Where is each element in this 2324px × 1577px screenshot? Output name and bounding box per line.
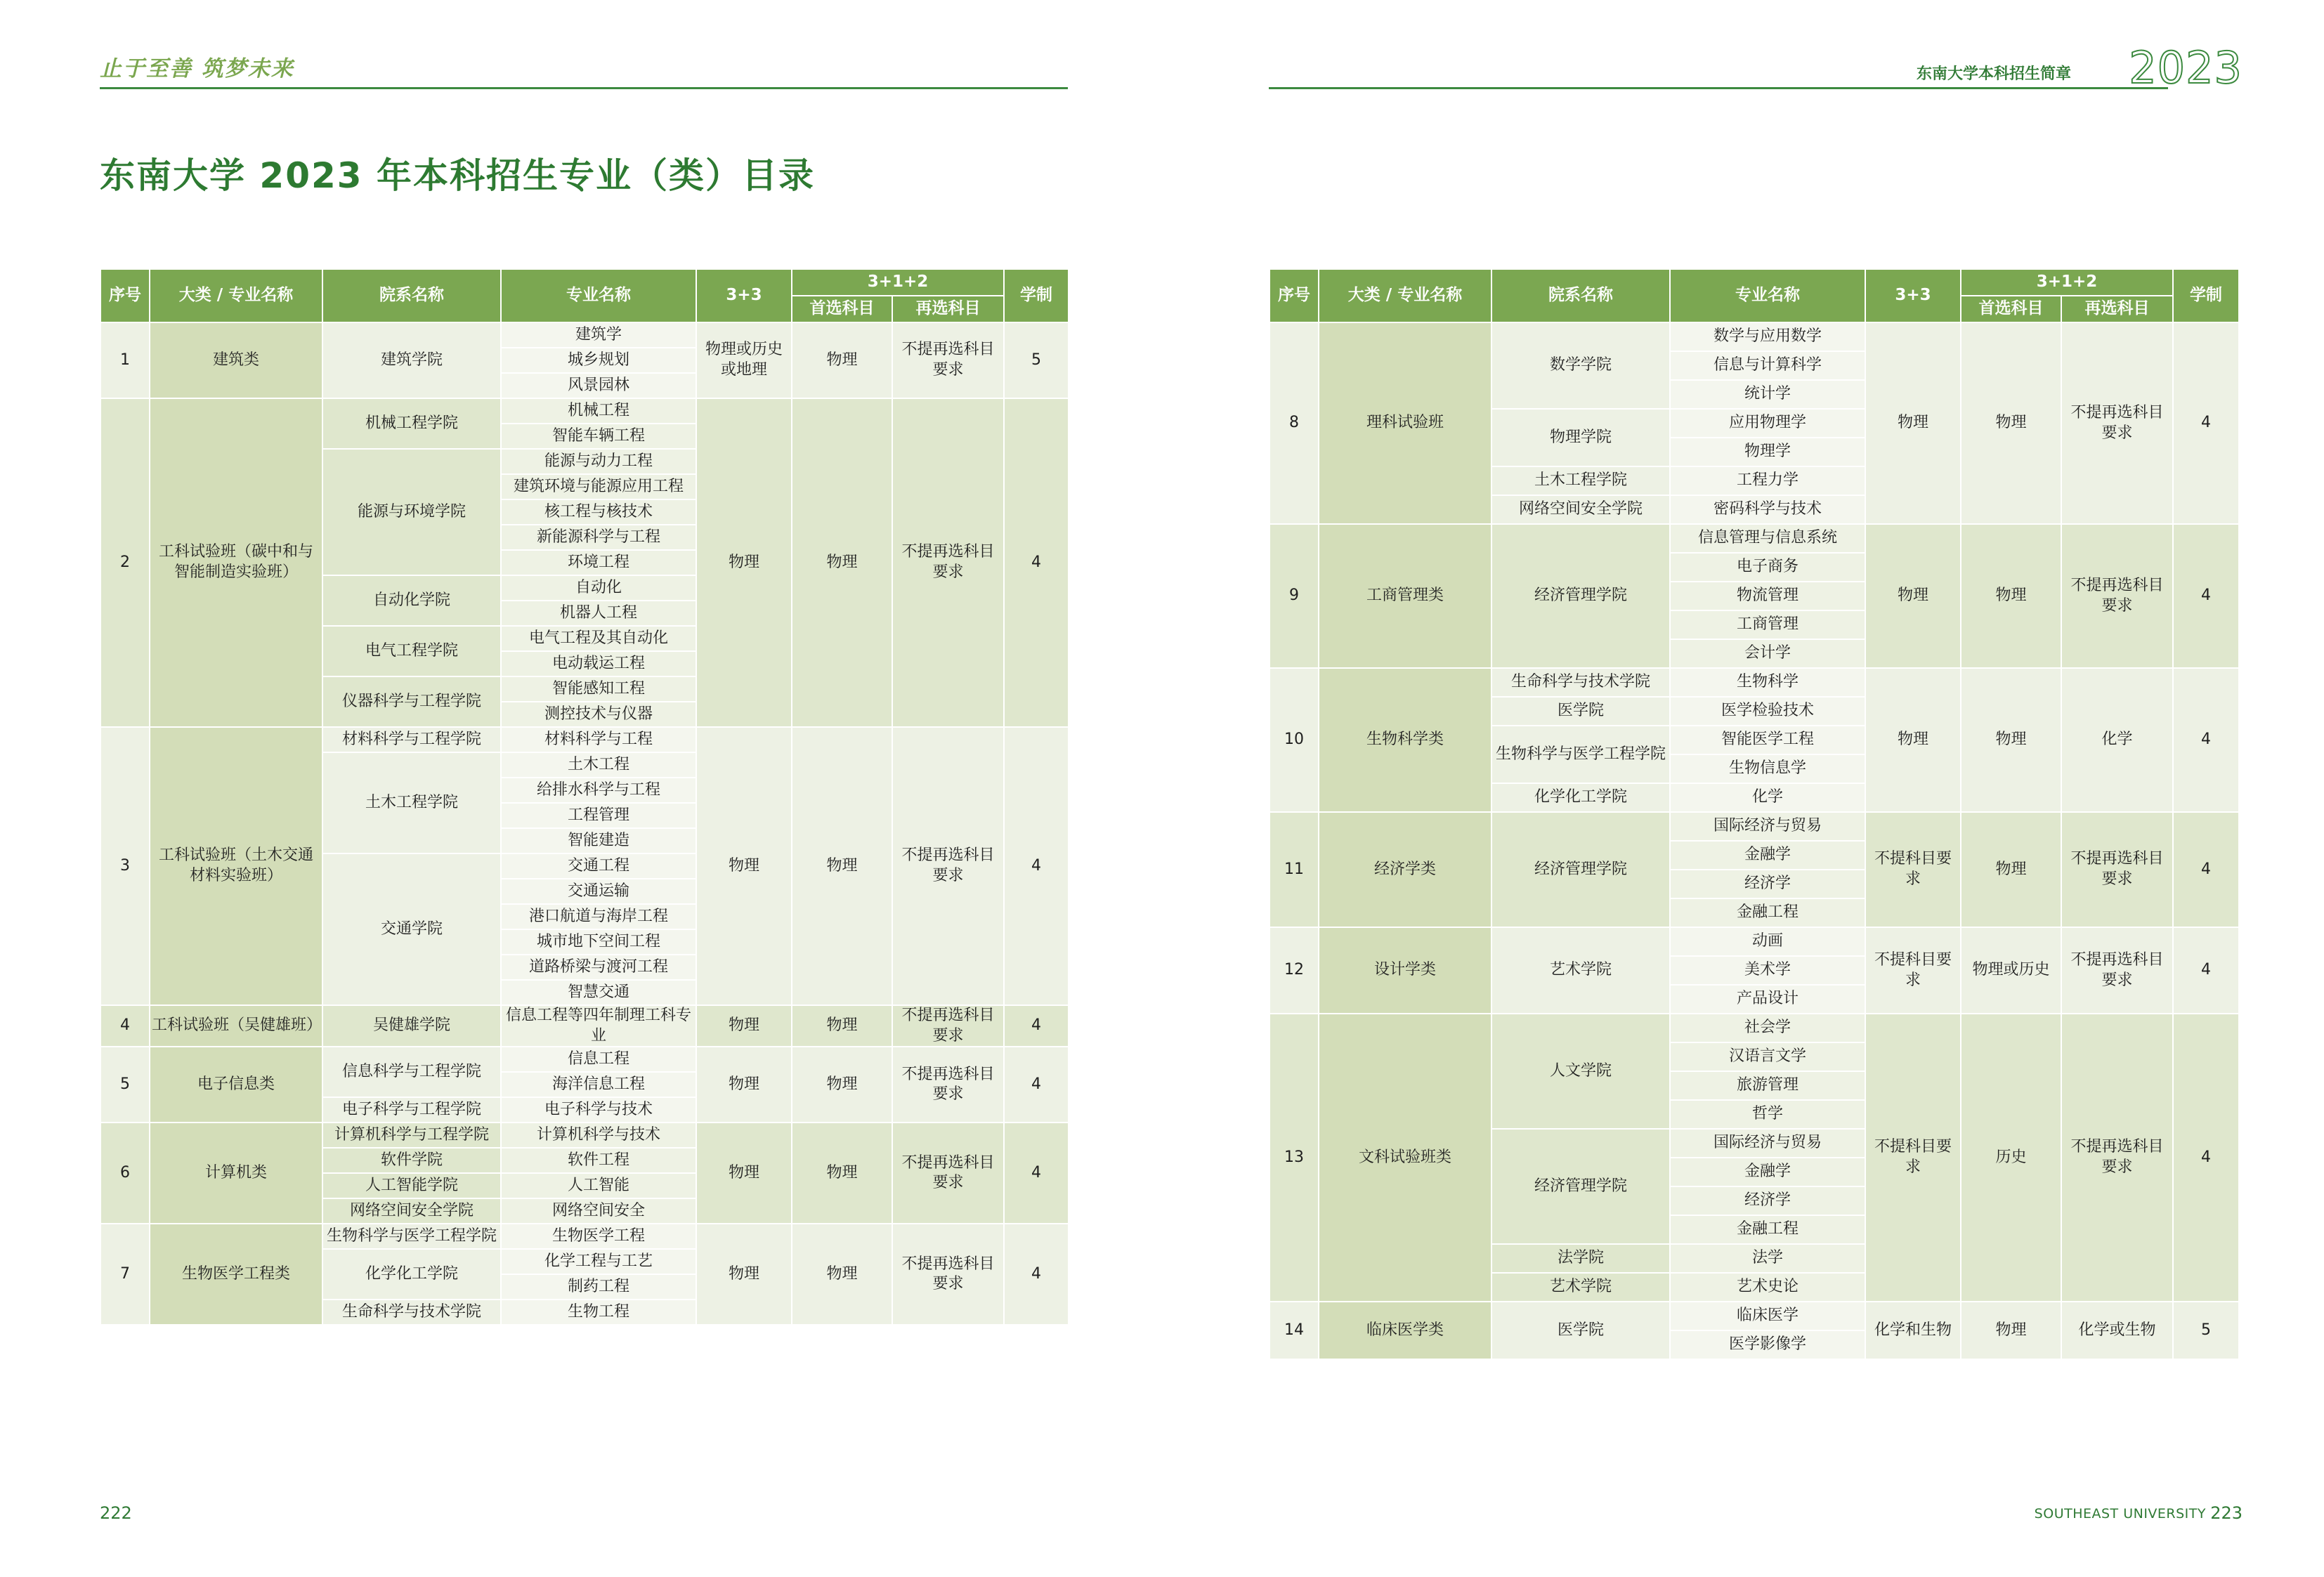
college-cell: 机械工程学院 (322, 398, 501, 449)
category-cell: 工科试验班（碳中和与智能制造实验班） (150, 398, 322, 727)
table-row (1269, 1302, 2239, 1330)
major-cell: 能源与动力工程 (501, 449, 696, 474)
college-cell: 自动化学院 (322, 575, 501, 626)
subject-3plus3-cell: 物理 (696, 1005, 792, 1047)
college-cell: 经济管理学院 (1491, 812, 1670, 927)
major-cell: 电气工程及其自动化 (501, 626, 696, 651)
major-cell: 计算机科学与技术 (501, 1123, 696, 1148)
subject-3plus3-cell: 不提科目要求 (1865, 812, 1961, 927)
major-cell: 机械工程 (501, 398, 696, 424)
motto: 止于至善 筑梦未来 (100, 56, 294, 81)
second-subject-cell: 不提再选科目要求 (892, 1224, 1004, 1325)
header-seq: 序号 (100, 269, 150, 322)
college-cell: 艺术学院 (1491, 927, 1670, 1014)
header-plan312: 3+1+2 (792, 269, 1004, 296)
header-years: 学制 (1004, 269, 1069, 322)
table-row (100, 322, 1069, 348)
program-group (1269, 524, 2239, 668)
second-subject-cell: 不提再选科目要求 (2061, 1014, 2173, 1302)
program-group (1269, 1302, 2239, 1359)
program-group (100, 727, 1069, 1005)
category-cell: 生物医学工程类 (150, 1224, 322, 1325)
table-row (100, 1123, 1069, 1148)
major-cell: 汉语言文学 (1670, 1042, 1865, 1071)
years-cell: 4 (1004, 727, 1069, 1005)
subject-3plus3-cell: 物理或历史或地理 (696, 322, 792, 398)
category-cell: 工科试验班（吴健雄班） (150, 1005, 322, 1047)
header-college: 院系名称 (1491, 269, 1670, 322)
second-subject-cell: 不提再选科目要求 (2061, 812, 2173, 927)
major-cell: 智能建造 (501, 828, 696, 853)
college-cell: 艺术学院 (1491, 1273, 1670, 1302)
major-cell: 道路桥梁与渡河工程 (501, 955, 696, 980)
college-cell: 电气工程学院 (322, 626, 501, 676)
major-cell: 智能医学工程 (1670, 726, 1865, 754)
second-subject-cell: 不提再选科目要求 (2061, 322, 2173, 524)
first-subject-cell: 物理 (792, 1224, 892, 1325)
table-row (1269, 668, 2239, 697)
second-subject-cell: 不提再选科目要求 (2061, 927, 2173, 1014)
header-rule-left (100, 87, 1068, 89)
major-cell: 产品设计 (1670, 985, 1865, 1014)
college-cell: 仪器科学与工程学院 (322, 676, 501, 727)
second-subject-cell: 不提再选科目要求 (892, 1047, 1004, 1123)
second-subject-cell: 化学或生物 (2061, 1302, 2173, 1359)
second-subject-cell: 不提再选科目要求 (892, 322, 1004, 398)
college-cell: 物理学院 (1491, 409, 1670, 466)
program-group (1269, 322, 2239, 524)
major-cell: 电子科学与技术 (501, 1097, 696, 1123)
major-cell: 医学检验技术 (1670, 697, 1865, 726)
major-cell: 应用物理学 (1670, 409, 1865, 438)
subject-3plus3-cell: 物理 (1865, 668, 1961, 812)
college-cell: 软件学院 (322, 1148, 501, 1173)
major-cell: 交通运输 (501, 879, 696, 904)
first-subject-cell: 物理 (792, 398, 892, 727)
first-subject-cell: 物理 (1961, 668, 2061, 812)
major-cell: 网络空间安全 (501, 1198, 696, 1224)
college-cell: 交通学院 (322, 853, 501, 1005)
seq-cell: 14 (1269, 1302, 1319, 1359)
major-cell: 机器人工程 (501, 601, 696, 626)
catalog-table-right (1269, 268, 2240, 1360)
table-row (100, 1047, 1069, 1072)
major-cell: 电子商务 (1670, 553, 1865, 582)
college-cell: 材料科学与工程学院 (322, 727, 501, 752)
years-cell: 4 (1004, 1047, 1069, 1123)
major-cell: 会计学 (1670, 639, 1865, 668)
seq-cell: 12 (1269, 927, 1319, 1014)
first-subject-cell: 物理 (792, 322, 892, 398)
header-college: 院系名称 (322, 269, 501, 322)
years-cell: 5 (2173, 1302, 2239, 1359)
college-cell: 化学化工学院 (1491, 783, 1670, 812)
seq-cell: 4 (100, 1005, 150, 1047)
first-subject-cell: 物理 (1961, 812, 2061, 927)
year-label: 2023 (2129, 42, 2243, 93)
major-cell: 医学影像学 (1670, 1330, 1865, 1359)
category-cell: 临床医学类 (1319, 1302, 1491, 1359)
second-subject-cell: 化学 (2061, 668, 2173, 812)
subject-3plus3-cell: 物理 (696, 727, 792, 1005)
years-cell: 4 (2173, 322, 2239, 524)
major-cell: 电动载运工程 (501, 651, 696, 676)
program-group (1269, 1014, 2239, 1302)
program-group (1269, 668, 2239, 812)
first-subject-cell: 物理 (1961, 524, 2061, 668)
major-cell: 金融工程 (1670, 1215, 1865, 1244)
years-cell: 4 (2173, 812, 2239, 927)
table-row (1269, 322, 2239, 351)
page-title: 东南大学 2023 年本科招生专业（类）目录 (100, 155, 815, 196)
table-row (1269, 1014, 2239, 1042)
years-cell: 4 (2173, 524, 2239, 668)
brochure-title: 东南大学本科招生简章 (1916, 65, 2071, 83)
major-cell: 国际经济与贸易 (1670, 812, 1865, 841)
years-cell: 4 (2173, 668, 2239, 812)
page-number-left: 222 (100, 1503, 132, 1523)
header-category: 大类 / 专业名称 (1319, 269, 1491, 322)
program-group (1269, 812, 2239, 927)
major-cell: 动画 (1670, 927, 1865, 956)
college-cell: 网络空间安全学院 (1491, 495, 1670, 524)
seq-cell: 5 (100, 1047, 150, 1123)
table-row (1269, 524, 2239, 553)
college-cell: 生物科学与医学工程学院 (1491, 726, 1670, 783)
college-cell: 人文学院 (1491, 1014, 1670, 1129)
first-subject-cell: 物理 (792, 727, 892, 1005)
college-cell: 生命科学与技术学院 (1491, 668, 1670, 697)
major-cell: 新能源科学与工程 (501, 525, 696, 550)
major-cell: 经济学 (1670, 1186, 1865, 1215)
header-seq: 序号 (1269, 269, 1319, 322)
years-cell: 4 (2173, 927, 2239, 1014)
college-cell: 人工智能学院 (322, 1173, 501, 1198)
header-major: 专业名称 (501, 269, 696, 322)
category-cell: 建筑类 (150, 322, 322, 398)
major-cell: 环境工程 (501, 550, 696, 575)
major-cell: 测控技术与仪器 (501, 702, 696, 727)
years-cell: 4 (1004, 398, 1069, 727)
college-cell: 生命科学与技术学院 (322, 1300, 501, 1325)
major-cell: 临床医学 (1670, 1302, 1865, 1330)
seq-cell: 1 (100, 322, 150, 398)
major-cell: 哲学 (1670, 1100, 1865, 1129)
major-cell: 工商管理 (1670, 610, 1865, 639)
major-cell: 软件工程 (501, 1148, 696, 1173)
college-cell: 医学院 (1491, 1302, 1670, 1359)
college-cell: 生物科学与医学工程学院 (322, 1224, 501, 1249)
college-cell: 法学院 (1491, 1244, 1670, 1273)
first-subject-cell: 物理或历史 (1961, 927, 2061, 1014)
college-cell: 电子科学与工程学院 (322, 1097, 501, 1123)
first-subject-cell: 物理 (1961, 322, 2061, 524)
major-cell: 法学 (1670, 1244, 1865, 1273)
table-row (1269, 812, 2239, 841)
major-cell: 风景园林 (501, 373, 696, 398)
first-subject-cell: 物理 (792, 1005, 892, 1047)
program-group (1269, 927, 2239, 1014)
college-cell: 信息科学与工程学院 (322, 1047, 501, 1097)
major-cell: 材料科学与工程 (501, 727, 696, 752)
college-cell: 经济管理学院 (1491, 524, 1670, 668)
header-plan312: 3+1+2 (1961, 269, 2173, 296)
program-group (100, 1005, 1069, 1047)
first-subject-cell: 物理 (792, 1123, 892, 1224)
college-cell: 数学学院 (1491, 322, 1670, 409)
subject-3plus3-cell: 不提科目要求 (1865, 927, 1961, 1014)
table-row (1269, 927, 2239, 956)
years-cell: 5 (1004, 322, 1069, 398)
header-second-subject: 再选科目 (892, 296, 1004, 322)
major-cell: 给排水科学与工程 (501, 778, 696, 803)
major-cell: 交通工程 (501, 853, 696, 879)
category-cell: 电子信息类 (150, 1047, 322, 1123)
major-cell: 工程力学 (1670, 466, 1865, 495)
header-plan33: 3+3 (1865, 269, 1961, 322)
college-cell: 化学化工学院 (322, 1249, 501, 1300)
major-cell: 信息工程 (501, 1047, 696, 1072)
years-cell: 4 (1004, 1123, 1069, 1224)
major-cell: 土木工程 (501, 752, 696, 778)
second-subject-cell: 不提再选科目要求 (892, 727, 1004, 1005)
major-cell: 物流管理 (1670, 582, 1865, 610)
table-row (100, 727, 1069, 752)
program-group (100, 1047, 1069, 1123)
major-cell: 金融学 (1670, 841, 1865, 870)
category-cell: 工商管理类 (1319, 524, 1491, 668)
seq-cell: 9 (1269, 524, 1319, 668)
subject-3plus3-cell: 物理 (1865, 524, 1961, 668)
header-first-subject: 首选科目 (792, 296, 892, 322)
major-cell: 化学工程与工艺 (501, 1249, 696, 1274)
college-cell: 计算机科学与工程学院 (322, 1123, 501, 1148)
major-cell: 物理学 (1670, 438, 1865, 466)
major-cell: 信息工程等四年制理工科专业 (501, 1005, 696, 1047)
college-cell: 医学院 (1491, 697, 1670, 726)
program-group (100, 322, 1069, 398)
major-cell: 艺术史论 (1670, 1273, 1865, 1302)
second-subject-cell: 不提再选科目要求 (892, 1123, 1004, 1224)
major-cell: 海洋信息工程 (501, 1072, 696, 1097)
major-cell: 信息管理与信息系统 (1670, 524, 1865, 553)
major-cell: 统计学 (1670, 380, 1865, 409)
major-cell: 建筑学 (501, 322, 696, 348)
seq-cell: 2 (100, 398, 150, 727)
major-cell: 城乡规划 (501, 348, 696, 373)
subject-3plus3-cell: 物理 (696, 1047, 792, 1123)
header-category: 大类 / 专业名称 (150, 269, 322, 322)
major-cell: 数学与应用数学 (1670, 322, 1865, 351)
major-cell: 自动化 (501, 575, 696, 601)
header-rule-right (1269, 87, 2168, 89)
college-cell: 网络空间安全学院 (322, 1198, 501, 1224)
seq-cell: 13 (1269, 1014, 1319, 1302)
major-cell: 社会学 (1670, 1014, 1865, 1042)
years-cell: 4 (1004, 1005, 1069, 1047)
table-row (100, 1005, 1069, 1047)
major-cell: 密码科学与技术 (1670, 495, 1865, 524)
major-cell: 金融工程 (1670, 898, 1865, 927)
category-cell: 文科试验班类 (1319, 1014, 1491, 1302)
header-plan33: 3+3 (696, 269, 792, 322)
major-cell: 美术学 (1670, 956, 1865, 985)
catalog-table-left (100, 268, 1069, 1326)
category-cell: 理科试验班 (1319, 322, 1491, 524)
category-cell: 工科试验班（土木交通材料实验班） (150, 727, 322, 1005)
category-cell: 生物科学类 (1319, 668, 1491, 812)
major-cell: 生物信息学 (1670, 754, 1865, 783)
major-cell: 智慧交通 (501, 980, 696, 1005)
category-cell: 经济学类 (1319, 812, 1491, 927)
header-second-subject: 再选科目 (2061, 296, 2173, 322)
program-group (100, 1123, 1069, 1224)
first-subject-cell: 物理 (792, 1047, 892, 1123)
major-cell: 核工程与核技术 (501, 499, 696, 525)
subject-3plus3-cell: 不提科目要求 (1865, 1014, 1961, 1302)
major-cell: 信息与计算科学 (1670, 351, 1865, 380)
college-cell: 土木工程学院 (1491, 466, 1670, 495)
major-cell: 生物工程 (501, 1300, 696, 1325)
years-cell: 4 (2173, 1014, 2239, 1302)
major-cell: 旅游管理 (1670, 1071, 1865, 1100)
header-first-subject: 首选科目 (1961, 296, 2061, 322)
header-major: 专业名称 (1670, 269, 1865, 322)
category-cell: 计算机类 (150, 1123, 322, 1224)
college-cell: 经济管理学院 (1491, 1129, 1670, 1244)
second-subject-cell: 不提再选科目要求 (892, 398, 1004, 727)
subject-3plus3-cell: 物理 (696, 1123, 792, 1224)
second-subject-cell: 不提再选科目要求 (2061, 524, 2173, 668)
table-row (100, 398, 1069, 424)
major-cell: 制药工程 (501, 1274, 696, 1300)
major-cell: 建筑环境与能源应用工程 (501, 474, 696, 499)
major-cell: 城市地下空间工程 (501, 929, 696, 955)
seq-cell: 8 (1269, 322, 1319, 524)
subject-3plus3-cell: 物理 (1865, 322, 1961, 524)
major-cell: 智能感知工程 (501, 676, 696, 702)
header-years: 学制 (2173, 269, 2239, 322)
seq-cell: 6 (100, 1123, 150, 1224)
seq-cell: 3 (100, 727, 150, 1005)
college-cell: 能源与环境学院 (322, 449, 501, 575)
seq-cell: 11 (1269, 812, 1319, 927)
university-name: SOUTHEAST UNIVERSITY (2034, 1506, 2206, 1522)
major-cell: 工程管理 (501, 803, 696, 828)
college-cell: 土木工程学院 (322, 752, 501, 853)
first-subject-cell: 物理 (1961, 1302, 2061, 1359)
major-cell: 生物科学 (1670, 668, 1865, 697)
major-cell: 港口航道与海岸工程 (501, 904, 696, 929)
subject-3plus3-cell: 物理 (696, 1224, 792, 1325)
major-cell: 经济学 (1670, 870, 1865, 898)
college-cell: 建筑学院 (322, 322, 501, 398)
program-group (100, 398, 1069, 727)
major-cell: 智能车辆工程 (501, 424, 696, 449)
table-row (100, 1224, 1069, 1249)
subject-3plus3-cell: 物理 (696, 398, 792, 727)
major-cell: 化学 (1670, 783, 1865, 812)
second-subject-cell: 不提再选科目要求 (892, 1005, 1004, 1047)
page-number-right: 223 (2210, 1503, 2243, 1523)
college-cell: 吴健雄学院 (322, 1005, 501, 1047)
major-cell: 国际经济与贸易 (1670, 1129, 1865, 1158)
program-group (100, 1224, 1069, 1325)
seq-cell: 10 (1269, 668, 1319, 812)
seq-cell: 7 (100, 1224, 150, 1325)
major-cell: 人工智能 (501, 1173, 696, 1198)
years-cell: 4 (1004, 1224, 1069, 1325)
major-cell: 生物医学工程 (501, 1224, 696, 1249)
first-subject-cell: 历史 (1961, 1014, 2061, 1302)
major-cell: 金融学 (1670, 1158, 1865, 1186)
category-cell: 设计学类 (1319, 927, 1491, 1014)
subject-3plus3-cell: 化学和生物 (1865, 1302, 1961, 1359)
